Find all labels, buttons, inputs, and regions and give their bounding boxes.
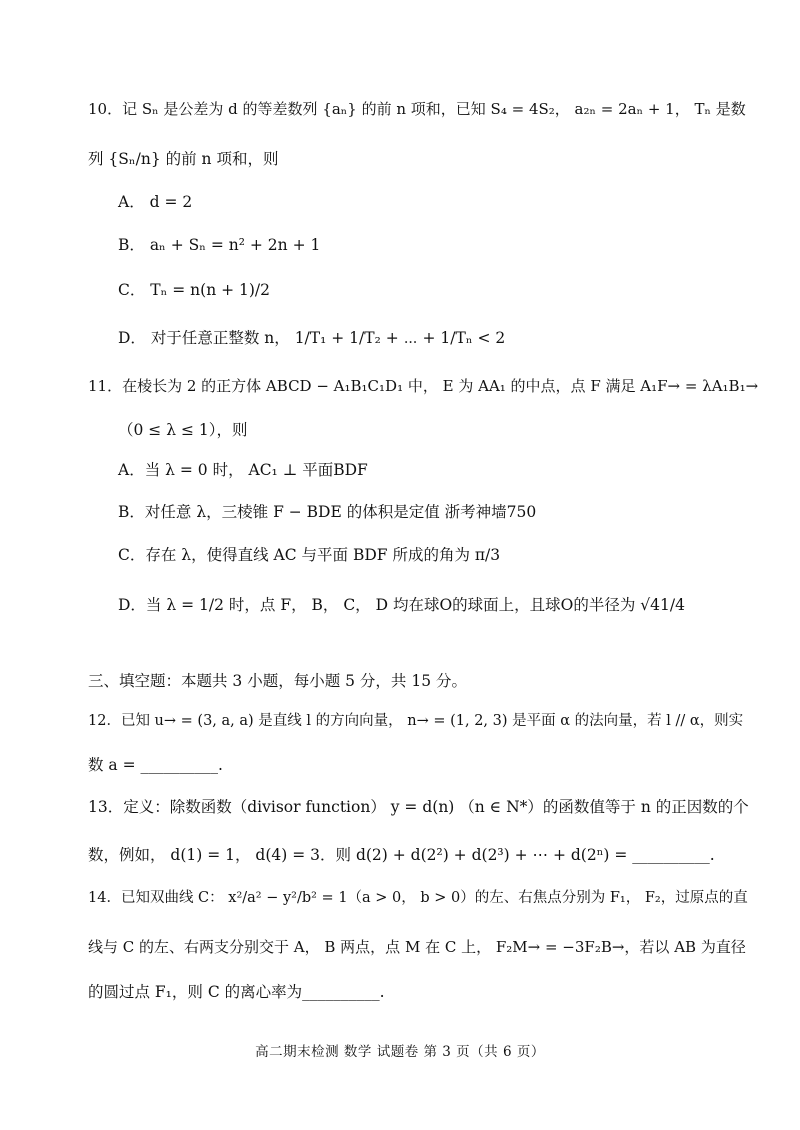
- page-footer: 高二期末检测 数学 试题卷 第 3 页（共 6 页）: [255, 1044, 545, 1060]
- q10-option-c: C． Tₙ = n(n + 1)/2: [118, 281, 271, 299]
- q10-line-2: 列 {Sₙ/n} 的前 n 项和，则: [88, 150, 279, 168]
- q10-option-b: B． aₙ + Sₙ = n² + 2n + 1: [118, 236, 321, 254]
- q11-option-b: B．对任意 λ，三棱锥 F − BDE 的体积是定值 浙考神墙750: [118, 503, 537, 521]
- section-3-title: 三、填空题：本题共 3 小题，每小题 5 分，共 15 分。: [88, 672, 468, 690]
- q10-line-1: 10．记 Sₙ 是公差为 d 的等差数列 {aₙ} 的前 n 项和，已知 S₄ = 4S₂， a₂ₙ = 2aₙ + 1， Tₙ 是数: [88, 100, 746, 118]
- q11-line-1: 11．在棱长为 2 的正方体 ABCD − A₁B₁C₁D₁ 中， E 为 AA₁ 的中点，点 F 满足 A₁F→ = λA₁B₁→: [88, 377, 759, 395]
- q14-line-2: 线与 C 的左、右两支分别交于 A， B 两点，点 M 在 C 上， F₂M→ = −3F₂B→，若以 AB 为直径: [88, 938, 746, 956]
- q10-option-d: D． 对于任意正整数 n， 1/T₁ + 1/T₂ + ⋯ + 1/Tₙ < 2: [118, 329, 506, 347]
- q11-option-d: D．当 λ = 1/2 时，点 F， B， C， D 均在球O的球面上，且球O的半径为 √41/4: [118, 596, 685, 614]
- q12-line-2: 数 a = __________.: [88, 756, 223, 774]
- q13-line-1: 13．定义：除数函数（divisor function） y = d(n) （n ∈ N*）的函数值等于 n 的正因数的个: [88, 798, 749, 816]
- q11-line-2: （0 ≤ λ ≤ 1），则: [118, 421, 248, 439]
- q13-line-2: 数，例如， d(1) = 1， d(4) = 3．则 d(2) + d(2²) + d(2³) + ⋯ + d(2ⁿ) = __________.: [88, 846, 715, 864]
- q14-line-1: 14．已知双曲线 C： x²/a² − y²/b² = 1（a > 0， b > 0）的左、右焦点分别为 F₁， F₂，过原点的直: [88, 890, 748, 906]
- q11-option-c: C．存在 λ，使得直线 AC 与平面 BDF 所成的角为 π/3: [118, 546, 501, 564]
- q12-line-1: 12．已知 u→ = (3, a, a) 是直线 l 的方向向量， n→ = (1, 2, 3) 是平面 α 的法向量，若 l // α，则实: [88, 713, 744, 729]
- q11-option-a: A．当 λ = 0 时， AC₁ ⊥ 平面BDF: [118, 461, 368, 479]
- q10-option-a: A． d = 2: [118, 193, 193, 211]
- q14-line-3: 的圆过点 F₁，则 C 的离心率为__________.: [88, 983, 385, 1001]
